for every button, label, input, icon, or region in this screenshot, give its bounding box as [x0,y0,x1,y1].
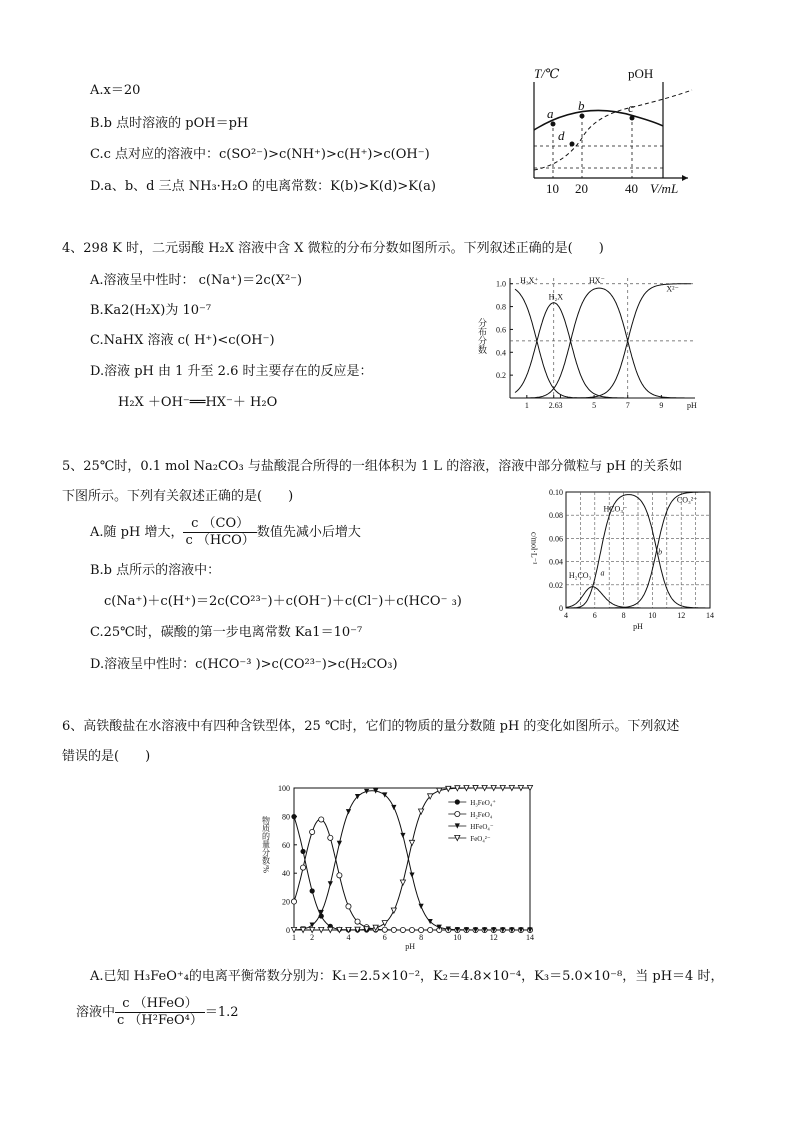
q6-chart [258,778,548,953]
q6-xtick-label: 1 [292,933,296,942]
q6-marker-h2feo4 [455,811,460,816]
q6-ytick-label: 0 [286,926,290,935]
q6-xtick-label: 4 [346,933,351,942]
q6-marker-hfeo4 [328,881,333,886]
q6-ytick-label: 100 [278,784,290,793]
q4-ytick-label: 0.6 [496,325,506,335]
q5-ytick-label: 0.10 [549,488,563,497]
q4-label-h2x: H₂X [548,292,564,302]
q6-legend-label: H₂FeO₄ [470,811,493,819]
q5-ytick-label: 0.04 [549,557,563,567]
q4-xtick-label: 7 [625,401,630,410]
q4-ytick-label: 0.4 [496,348,506,358]
q6-marker-hfeo4 [337,841,342,846]
q6-curve-feo4 [294,788,530,930]
q6-ylabel: 物质的量分数/% [261,816,271,873]
q6-marker-feo4 [400,880,405,885]
q4-xlabel: pH [687,401,697,410]
q4-curve-h2x [515,303,691,398]
q6-legend-label: FeO₄²⁻ [470,835,491,843]
q6-marker-h2feo4 [319,817,324,822]
q4-ytick-label: 0.2 [496,371,506,381]
q5-option-a [90,516,361,549]
q5-ytick-label: 0.02 [549,580,563,590]
q4-curve-h3x [515,289,691,398]
q6-option-a-pre: 溶液中 [76,1005,116,1020]
q6-option-a-numerator: c （HFeO） [115,996,205,1013]
q6-marker-h2feo4 [400,927,405,932]
q4-stem: 4、298 K 时，二元弱酸 H₂X 溶液中含 X 微粒的分布分数如图所示。下列叙述正确的是( ) [62,241,604,256]
q4-xtick-label: 2.6 [548,401,559,410]
q6-marker-h3feo4 [291,814,296,819]
q6-marker-h2feo4 [355,919,360,924]
q6-marker-h2feo4 [391,927,396,932]
q5-option-a-post: 数值先减小后增大 [256,525,361,540]
q5-stem-line2: 下图所示。下列有关叙述正确的是( ) [62,489,294,504]
q4-option-d: D.溶液 pH 由 1 升至 2.6 时主要存在的反应是： [90,364,373,379]
q3-option-c: C.c 点对应的溶液中：c(SO²⁻)>c(NH⁺)>c(H⁺)>c(OH⁻) [90,147,430,162]
q3-label-b: b [578,98,585,113]
q6-marker-h2feo4 [346,904,351,909]
q3-ylabel-right: pOH [628,66,654,81]
q5-xtick-label: 10 [648,611,657,620]
q5-label-h2co3: H₂CO₃ [568,570,592,580]
q5-option-a-numerator: c （CO） [183,516,256,533]
q6-marker-hfeo4 [391,805,396,810]
q3-label-d: d [558,128,565,143]
q6-marker-h2feo4 [328,835,333,840]
q6-marker-h2feo4 [428,927,433,932]
q6-xtick-label: 12 [489,933,498,942]
q6-option-a-denominator: c （H²FeO⁴） [117,1013,203,1028]
q6-marker-feo4 [391,908,396,913]
q5-xlabel: pH [633,622,643,631]
q6-marker-h2feo4 [418,927,423,932]
q4-chart [470,268,700,418]
q6-marker-h3feo4 [300,849,305,854]
q3-option-b: B.b 点时溶液的 pOH＝pH [90,116,249,131]
q5-label-hco3: HCO₃⁻ [603,504,628,514]
q6-legend-label: H₃FeO₄⁺ [470,799,496,807]
q3-tick-20: 20 [575,181,588,196]
q4-option-b: B.Ka2(H₂X)为 10⁻⁷ [90,303,212,318]
q4-option-c: C.NaHX 溶液 c( H⁺)<c(OH⁻) [90,333,275,348]
q6-xtick-label: 14 [526,933,534,942]
q5-label-a: a [600,568,605,578]
q4-option-a: A.溶液呈中性时： c(Na⁺)＝2c(X²⁻) [90,273,303,288]
q6-marker-h2feo4 [300,865,305,870]
q6-marker-h2feo4 [310,829,315,834]
q6-xlabel: pH [405,942,416,951]
q5-label-co3: CO₃²⁻ [676,495,698,505]
q6-marker-hfeo4 [409,872,414,877]
q3-tick-10: 10 [546,181,559,196]
q3-point-a [551,122,556,127]
q5-option-b-equation: c(Na⁺)＋c(H⁺)＝2c(CO²³⁻)＋c(OH⁻)＋c(Cl⁻)＋c(HCO⁻ ₃) [104,594,462,609]
q5-option-b: B.b 点所示的溶液中： [90,563,221,578]
q5-chart [530,486,720,634]
q3-point-d [570,142,575,147]
q6-marker-h3feo4 [310,888,315,893]
q4-xtick-label: 9 [659,401,664,410]
q6-legend-label: HFeO₄⁻ [470,823,494,831]
q3-label-c: c [628,100,634,115]
q4-curve-hx [515,288,691,398]
q6-option-a-line2 [76,996,239,1029]
q6-marker-h2feo4 [291,899,296,904]
q5-label-b: b [658,547,663,557]
q6-marker-feo4 [418,809,423,814]
q4-label-hx: HX⁻ [589,276,605,285]
q6-xtick-label: 10 [453,933,462,942]
q4-xtick-label: 5 [592,401,597,410]
q5-ytick-label: 0 [559,604,563,613]
q6-xtick-label: 6 [382,933,387,942]
q5-option-a-denominator: c （HCO） [185,533,255,548]
q4-equation: H₂X ＋OH⁻══HX⁻＋ H₂O [118,395,278,410]
q5-option-d: D.溶液呈中性时：c(HCO⁻³ )>c(CO²³⁻)>c(H₂CO₃) [90,657,398,672]
q4-xtick-label: 3 [558,401,563,410]
q5-ytick-label: 0.06 [549,534,563,544]
q5-xtick-label: 6 [592,611,597,620]
q3-point-c [630,116,635,121]
q6-stem-line1: 6、高铁酸盐在水溶液中有四种含铁型体，25 ℃时，它们的物质的量分数随 pH 的变化如图所示。下列叙述 [62,719,680,734]
q4-label-h3x: H₃X⁺ [520,276,539,285]
q3-label-a: a [547,106,554,121]
q5-ytick-label: 0.08 [549,511,563,521]
q5-curve-hco3 [566,495,710,608]
q6-marker-h2feo4 [409,927,414,932]
q6-stem-line2: 错误的是( ) [62,749,151,764]
q5-xtick-label: 12 [677,611,686,620]
q5-xtick-label: 14 [706,611,714,620]
q6-xtick-label: 8 [419,933,424,942]
q6-ytick-label: 20 [282,897,290,907]
q6-marker-feo4 [409,840,414,845]
q5-option-a-pre: A.随 pH 增大， [90,525,184,540]
q5-ylabel: c/mol·L⁻¹ [529,532,539,565]
q5-xtick-label: 4 [564,611,568,620]
q6-marker-h2feo4 [382,927,387,932]
q3-point-b [580,114,585,119]
q3-tick-40: 40 [625,181,638,196]
q6-ytick-label: 60 [282,840,290,850]
q5-xtick-label: 8 [621,611,626,620]
q3-option-a: A.x＝20 [90,83,141,98]
q6-xtick-label: 2 [310,933,315,942]
q4-ylabel: 分布分数 [477,318,487,354]
q6-marker-h3feo4 [455,799,460,804]
q4-label-x2: X²⁻ [666,284,679,294]
q4-ytick-label: 1.0 [496,279,506,289]
q6-marker-feo4 [437,788,442,793]
q6-ytick-label: 80 [282,812,290,822]
q6-curve-hfeo4 [294,791,530,930]
q6-option-a: A.已知 H₃FeO⁺₄的电离平衡常数分别为：K₁＝2.5×10⁻²，K₂＝4.8×10⁻⁴，K₃＝5.0×10⁻⁸，当 pH＝4 时， [90,969,724,984]
q3-ylabel-left: T/℃ [534,66,560,81]
q6-option-a-post: ＝1.2 [204,1005,239,1020]
q6-marker-hfeo4 [310,922,315,927]
q3-xlabel: V/mL [650,181,679,196]
q5-option-c: C.25℃时，碳酸的第一步电离常数 Ka1＝10⁻⁷ [90,625,363,640]
q6-marker-h2feo4 [337,873,342,878]
q4-ytick-label: 0.8 [496,302,506,312]
q6-marker-hfeo4 [418,904,423,909]
q6-plot-frame [294,788,530,930]
q6-marker-hfeo4 [400,833,405,838]
q3-option-d: D.a、b、d 三点 NH₃·H₂O 的电离常数：K(b)>K(d)>K(a) [90,179,436,194]
q4-xtick-label: 1 [524,401,529,410]
q6-marker-hfeo4 [346,809,351,814]
q6-ytick-label: 40 [282,869,290,879]
q5-stem-line1: 5、25℃时，0.1 mol Na₂CO₃ 与盐酸混合所得的一组体积为 1 L 的溶液，溶液中部分微粒与 pH 的关系如 [62,459,683,474]
q3-graph [520,60,720,205]
